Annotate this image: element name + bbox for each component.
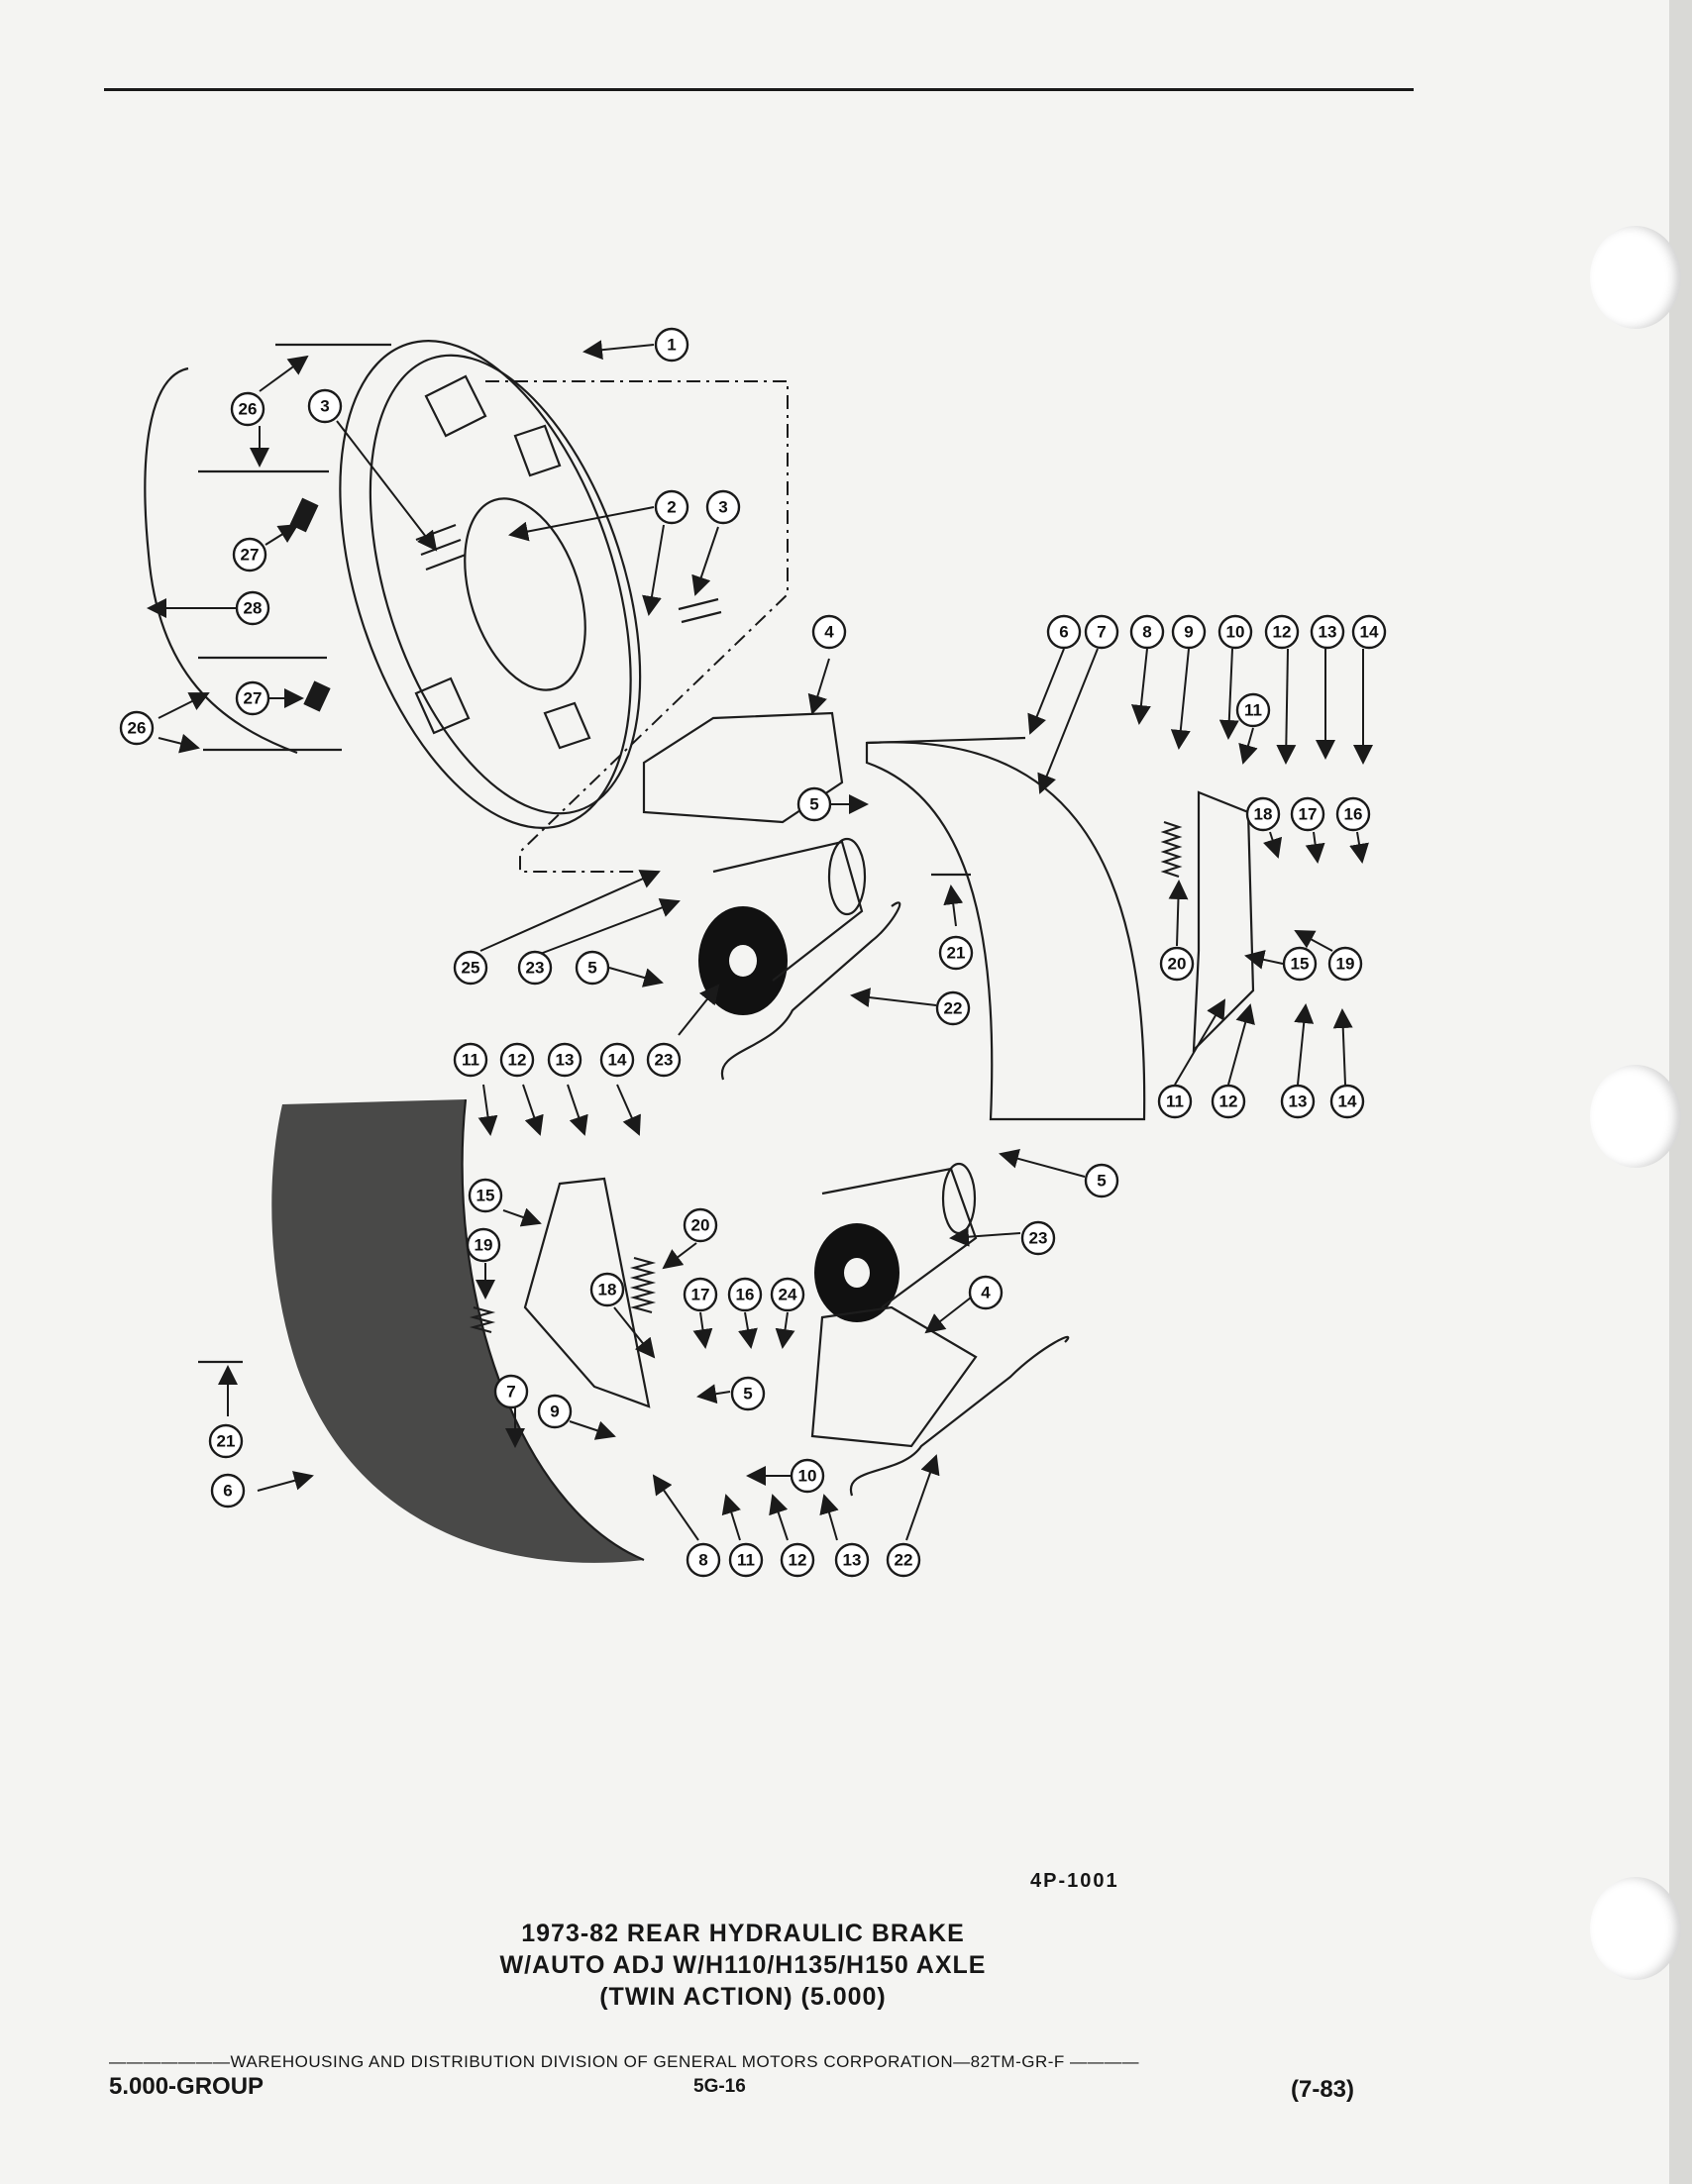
- callout-5c: [1086, 1165, 1117, 1196]
- callout-11d: [730, 1544, 762, 1576]
- callout-15: [1284, 948, 1316, 980]
- callout-22: [937, 992, 969, 1024]
- lower-adjuster-lever: [525, 1179, 649, 1406]
- callout-22b: [888, 1544, 919, 1576]
- svg-text:3: 3: [718, 497, 728, 517]
- title-line-1: 1973-82 REAR HYDRAULIC BRAKE: [521, 1920, 965, 1947]
- callout-5d: [732, 1378, 764, 1409]
- svg-text:27: 27: [243, 688, 263, 708]
- callout-24: [772, 1279, 803, 1310]
- callout-8: [1131, 616, 1163, 648]
- footer-group: 5.000-GROUP: [109, 2073, 264, 2100]
- svg-text:18: 18: [597, 1280, 617, 1300]
- callout-1: [656, 329, 687, 361]
- callout-18b: [591, 1274, 623, 1305]
- footer-page: 5G-16: [693, 2076, 746, 2097]
- callout-11c: [455, 1044, 486, 1076]
- svg-text:4: 4: [981, 1283, 991, 1302]
- svg-text:22: 22: [943, 998, 963, 1018]
- callout-3b: [707, 491, 739, 523]
- callout-17: [1292, 798, 1323, 830]
- brake-line: [145, 368, 297, 753]
- callout-19b: [468, 1229, 499, 1261]
- callout-13: [1312, 616, 1343, 648]
- callout-7: [1086, 616, 1117, 648]
- svg-text:13: 13: [1288, 1092, 1308, 1111]
- upper-adjuster-lever: [1194, 792, 1253, 1050]
- callout-19: [1329, 948, 1361, 980]
- stud: [416, 525, 466, 570]
- callout-9: [1173, 616, 1205, 648]
- svg-text:24: 24: [778, 1285, 797, 1304]
- callout-21: [940, 937, 972, 969]
- svg-text:11: 11: [462, 1050, 479, 1070]
- callout-13b: [1282, 1086, 1314, 1117]
- callout-20: [1161, 948, 1193, 980]
- callout-26: [232, 393, 264, 425]
- svg-text:16: 16: [735, 1285, 755, 1304]
- bolts: [198, 345, 391, 750]
- svg-text:10: 10: [797, 1466, 817, 1486]
- svg-text:20: 20: [1167, 954, 1187, 974]
- svg-text:13: 13: [1318, 622, 1337, 642]
- title-line-2: W/AUTO ADJ W/H110/H135/H150 AXLE: [499, 1951, 987, 1979]
- svg-text:7: 7: [1097, 622, 1107, 642]
- svg-text:22: 22: [894, 1550, 913, 1570]
- svg-text:16: 16: [1343, 804, 1363, 824]
- callout-8b: [687, 1544, 719, 1576]
- svg-text:14: 14: [607, 1050, 627, 1070]
- callout-4b: [970, 1277, 1002, 1308]
- svg-text:23: 23: [525, 958, 545, 978]
- svg-text:13: 13: [555, 1050, 575, 1070]
- callout-23: [519, 952, 551, 984]
- svg-text:14: 14: [1359, 622, 1379, 642]
- callout-2: [656, 491, 687, 523]
- svg-text:1: 1: [667, 335, 677, 355]
- callout-10b: [792, 1460, 823, 1492]
- svg-text:11: 11: [1166, 1092, 1184, 1111]
- footer-date: (7-83): [1291, 2076, 1355, 2103]
- callout-23c: [1022, 1222, 1054, 1254]
- svg-text:9: 9: [550, 1402, 560, 1421]
- callout-9b: [539, 1396, 571, 1427]
- svg-text:26: 26: [238, 399, 258, 419]
- svg-text:25: 25: [461, 958, 480, 978]
- callout-27b: [237, 682, 268, 714]
- callout-12d: [782, 1544, 813, 1576]
- callout-3: [309, 390, 341, 422]
- svg-text:8: 8: [698, 1550, 708, 1570]
- svg-text:6: 6: [223, 1481, 233, 1501]
- upper-brake-shoe: [867, 738, 1144, 1119]
- svg-text:10: 10: [1225, 622, 1245, 642]
- callout-13c: [549, 1044, 581, 1076]
- svg-text:8: 8: [1142, 622, 1152, 642]
- svg-text:21: 21: [216, 1431, 236, 1451]
- svg-text:12: 12: [1272, 622, 1292, 642]
- upper-adjuster-spring: [1164, 822, 1179, 877]
- svg-text:26: 26: [127, 718, 147, 738]
- callout-28: [237, 592, 268, 624]
- svg-text:27: 27: [240, 545, 260, 565]
- svg-text:15: 15: [476, 1186, 495, 1205]
- backing-plate: [285, 304, 692, 864]
- svg-text:5: 5: [587, 958, 597, 978]
- svg-text:13: 13: [842, 1550, 862, 1570]
- svg-text:12: 12: [507, 1050, 527, 1070]
- svg-text:14: 14: [1337, 1092, 1357, 1111]
- svg-text:19: 19: [474, 1235, 493, 1255]
- svg-text:5: 5: [743, 1384, 753, 1404]
- callout-14c: [601, 1044, 633, 1076]
- callout-13d: [836, 1544, 868, 1576]
- callout-23b: [648, 1044, 680, 1076]
- callout-12c: [501, 1044, 533, 1076]
- svg-text:9: 9: [1184, 622, 1194, 642]
- svg-text:11: 11: [737, 1550, 755, 1570]
- callout-6b: [212, 1475, 244, 1507]
- svg-text:23: 23: [1028, 1228, 1048, 1248]
- svg-text:19: 19: [1335, 954, 1355, 974]
- callout-11: [1237, 694, 1269, 726]
- svg-text:17: 17: [1298, 804, 1318, 824]
- svg-text:21: 21: [946, 943, 966, 963]
- svg-text:12: 12: [788, 1550, 807, 1570]
- lower-return-spring: [851, 1337, 1068, 1496]
- upper-wheel-cylinder: [698, 839, 865, 1015]
- svg-text:7: 7: [506, 1382, 516, 1402]
- callout-12b: [1213, 1086, 1244, 1117]
- callout-4: [813, 616, 845, 648]
- callout-5: [798, 788, 830, 820]
- callout-20b: [685, 1209, 716, 1241]
- svg-text:6: 6: [1059, 622, 1069, 642]
- svg-text:17: 17: [690, 1285, 710, 1304]
- footer-division-line: ———————WAREHOUSING AND DISTRIBUTION DIVISION OF GENERAL MOTORS CORPORATION—82TM-GR-F ————: [109, 2052, 1140, 2071]
- svg-text:11: 11: [1244, 700, 1262, 720]
- svg-text:18: 18: [1253, 804, 1273, 824]
- callout-21b: [210, 1425, 242, 1457]
- svg-text:2: 2: [667, 497, 677, 517]
- callout-16b: [729, 1279, 761, 1310]
- title-line-3: (TWIN ACTION) (5.000): [599, 1983, 887, 2011]
- callout-14: [1353, 616, 1385, 648]
- callout-12: [1266, 616, 1298, 648]
- callout-27: [234, 539, 265, 571]
- callout-11b: [1159, 1086, 1191, 1117]
- callout-14b: [1331, 1086, 1363, 1117]
- callout-25: [455, 952, 486, 984]
- callout-7b: [495, 1376, 527, 1407]
- svg-text:12: 12: [1218, 1092, 1238, 1111]
- bleeder-screw: [303, 680, 330, 711]
- lower-cover: [812, 1307, 976, 1446]
- lower-adjuster-spring: [634, 1258, 652, 1312]
- callout-26b: [121, 712, 153, 744]
- callout-6: [1048, 616, 1080, 648]
- svg-text:20: 20: [690, 1215, 710, 1235]
- callout-15b: [470, 1180, 501, 1211]
- svg-text:4: 4: [824, 622, 834, 642]
- stud: [679, 599, 721, 622]
- callout-18: [1247, 798, 1279, 830]
- callout-5b: [577, 952, 608, 984]
- svg-text:28: 28: [243, 598, 263, 618]
- svg-text:15: 15: [1290, 954, 1310, 974]
- svg-text:23: 23: [654, 1050, 674, 1070]
- lower-brake-shoe: [271, 1099, 644, 1563]
- svg-text:5: 5: [1097, 1171, 1107, 1191]
- figure-number: 4P-1001: [1030, 1870, 1119, 1892]
- callout-16: [1337, 798, 1369, 830]
- lower-wheel-cylinder: [814, 1164, 976, 1322]
- callout-17b: [685, 1279, 716, 1310]
- svg-text:3: 3: [320, 396, 330, 416]
- callout-10: [1219, 616, 1251, 648]
- svg-text:5: 5: [809, 794, 819, 814]
